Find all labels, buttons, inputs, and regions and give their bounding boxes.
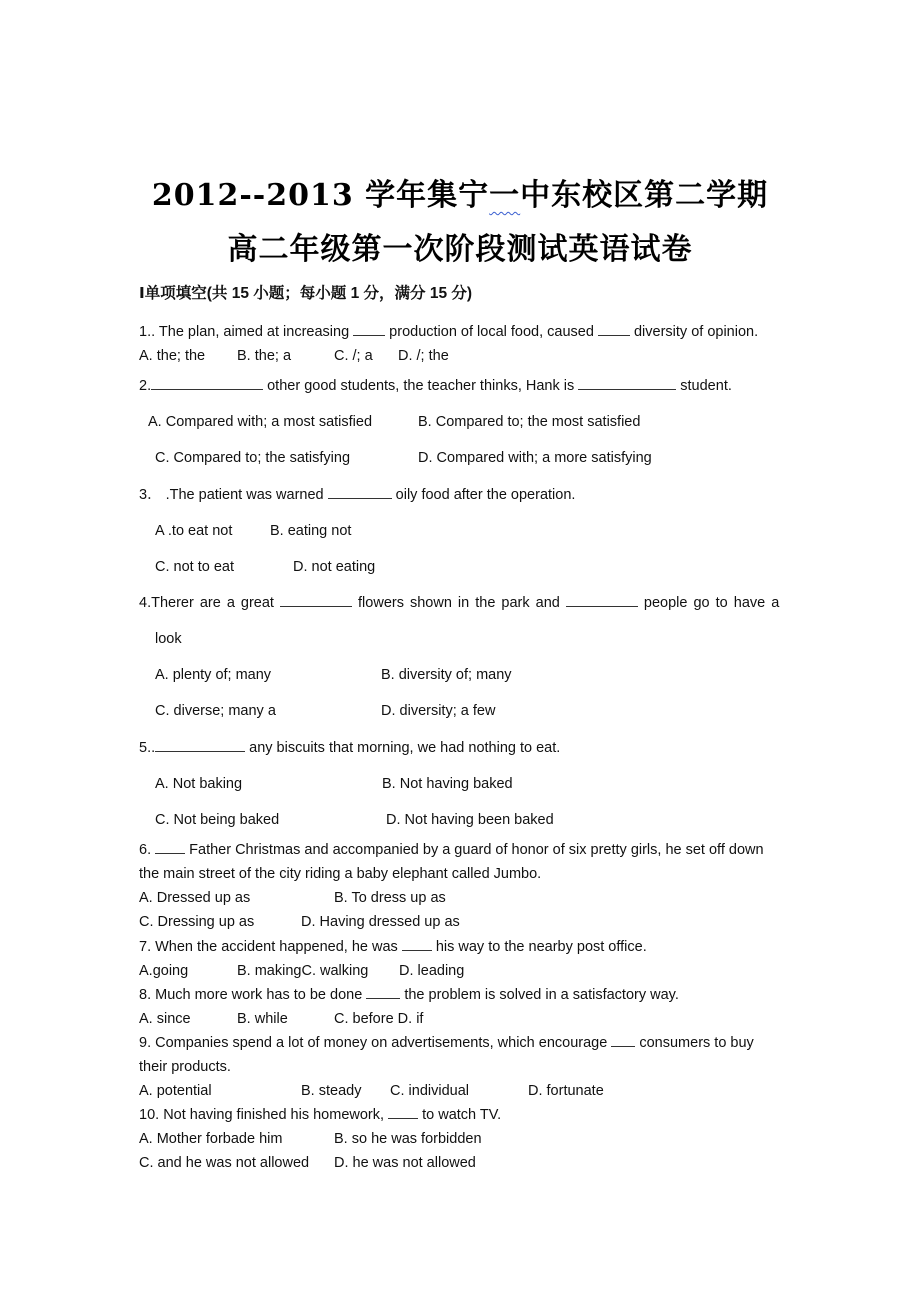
question-2-option-c: C. Compared to; the satisfying bbox=[155, 450, 351, 466]
question-4-stem-continuation: look bbox=[155, 631, 182, 647]
answer-blank bbox=[402, 938, 432, 951]
question-9-stem: 9. Companies spend a lot of money on advertisements, which encourage consumers to buy bbox=[139, 1035, 754, 1051]
question-7-stem: 7. When the accident happened, he was his way to the nearby post office. bbox=[139, 939, 647, 955]
question-5-option-d: D. Not having been baked bbox=[386, 812, 554, 828]
question-2-stem: 2. other good students, the teacher thinks, Hank is student. bbox=[139, 378, 732, 394]
question-5-option-c: C. Not being baked bbox=[155, 812, 280, 828]
question-10-option-d: D. he was not allowed bbox=[334, 1155, 476, 1171]
answer-blank bbox=[578, 377, 676, 390]
answer-blank bbox=[611, 1034, 635, 1047]
question-8-option-c: C. before D. if bbox=[334, 1011, 424, 1027]
question-6-option-b: B. To dress up as bbox=[334, 890, 446, 906]
answer-blank bbox=[280, 594, 352, 607]
title-suffix: 中东校区第二学期 bbox=[520, 178, 769, 213]
answer-blank bbox=[388, 1106, 418, 1119]
question-8-option-b: B. while bbox=[237, 1011, 288, 1027]
section-heading: Ⅰ单项填空(共 15 小题；每小题 1 分，满分 15 分) bbox=[139, 285, 473, 302]
question-3-option-b: B. eating not bbox=[270, 523, 352, 539]
question-1-option-d: D. /; the bbox=[398, 348, 449, 364]
question-4-option-c: C. diverse; many a bbox=[155, 703, 276, 719]
exam-title-line-2: 高二年级第一次阶段测试英语试卷 bbox=[227, 232, 693, 267]
question-9-option-b: B. steady bbox=[301, 1083, 362, 1099]
question-7-option-b: B. makingC. walking bbox=[237, 963, 369, 979]
answer-blank bbox=[151, 377, 263, 390]
question-6-stem: 6. Father Christmas and accompanied by a guard of honor of six pretty girls, he set off down bbox=[139, 842, 764, 858]
question-4-option-b: B. diversity of; many bbox=[381, 667, 512, 683]
question-4-option-d: D. diversity; a few bbox=[381, 703, 496, 719]
question-8-option-a: A. since bbox=[139, 1011, 191, 1027]
question-4-stem: 4.Therer are a great flowers shown in the park and people go to have a bbox=[139, 595, 780, 611]
question-10-option-c: C. and he was not allowed bbox=[139, 1155, 310, 1171]
question-4-option-a: A. plenty of; many bbox=[155, 667, 272, 683]
answer-blank bbox=[328, 486, 392, 499]
question-9-stem-continuation: their products. bbox=[139, 1059, 231, 1075]
question-6-option-c: C. Dressing up as bbox=[139, 914, 255, 930]
question-2-option-b: B. Compared to; the most satisfied bbox=[418, 414, 641, 430]
question-7-option-d: D. leading bbox=[399, 963, 465, 979]
question-9-option-a: A. potential bbox=[139, 1083, 212, 1099]
question-10-option-b: B. so he was forbidden bbox=[334, 1131, 482, 1147]
question-5-stem: 5.. any biscuits that morning, we had nothing to eat. bbox=[139, 740, 561, 756]
question-7-option-a: A.going bbox=[139, 963, 189, 979]
question-5-option-b: B. Not having baked bbox=[382, 776, 513, 792]
answer-blank bbox=[598, 323, 630, 336]
question-2-option-a: A. Compared with; a most satisfied bbox=[148, 414, 373, 430]
question-3-option-a: A .to eat not bbox=[155, 523, 233, 539]
answer-blank bbox=[366, 986, 400, 999]
exam-title-line-1 bbox=[0, 170, 920, 214]
question-3-stem: 3． .The patient was warned oily food after the operation. bbox=[139, 487, 576, 503]
question-1-stem: 1.. The plan, aimed at increasing production of local food, caused diversity of opinion. bbox=[139, 324, 759, 340]
question-3-option-d: D. not eating bbox=[293, 559, 376, 575]
answer-blank bbox=[566, 594, 638, 607]
question-6-option-d: D. Having dressed up as bbox=[301, 914, 460, 930]
question-6-option-a: A. Dressed up as bbox=[139, 890, 251, 906]
answer-blank bbox=[155, 841, 185, 854]
question-9-option-c: C. individual bbox=[390, 1083, 469, 1099]
answer-blank bbox=[155, 739, 245, 752]
question-6-stem-continuation: the main street of the city riding a baby elephant called Jumbo. bbox=[139, 866, 542, 882]
title-prefix: 2012--2013 学年集宁 bbox=[151, 178, 490, 213]
question-9-option-d: D. fortunate bbox=[528, 1083, 604, 1099]
question-1-option-a: A. the; the bbox=[139, 348, 206, 364]
question-2-option-d: D. Compared with; a more satisfying bbox=[418, 450, 652, 466]
question-8-stem: 8. Much more work has to be done the problem is solved in a satisfactory way. bbox=[139, 987, 679, 1003]
question-1-option-b: B. the; a bbox=[237, 348, 292, 364]
question-5-option-a: A. Not baking bbox=[155, 776, 243, 792]
spellcheck-underlined-char: 一 bbox=[489, 178, 521, 213]
question-1-option-c: C. /; a bbox=[334, 348, 373, 364]
question-10-stem: 10. Not having finished his homework, to watch TV. bbox=[139, 1107, 502, 1123]
question-10-option-a: A. Mother forbade him bbox=[139, 1131, 283, 1147]
question-3-option-c: C. not to eat bbox=[155, 559, 234, 575]
answer-blank bbox=[353, 323, 385, 336]
